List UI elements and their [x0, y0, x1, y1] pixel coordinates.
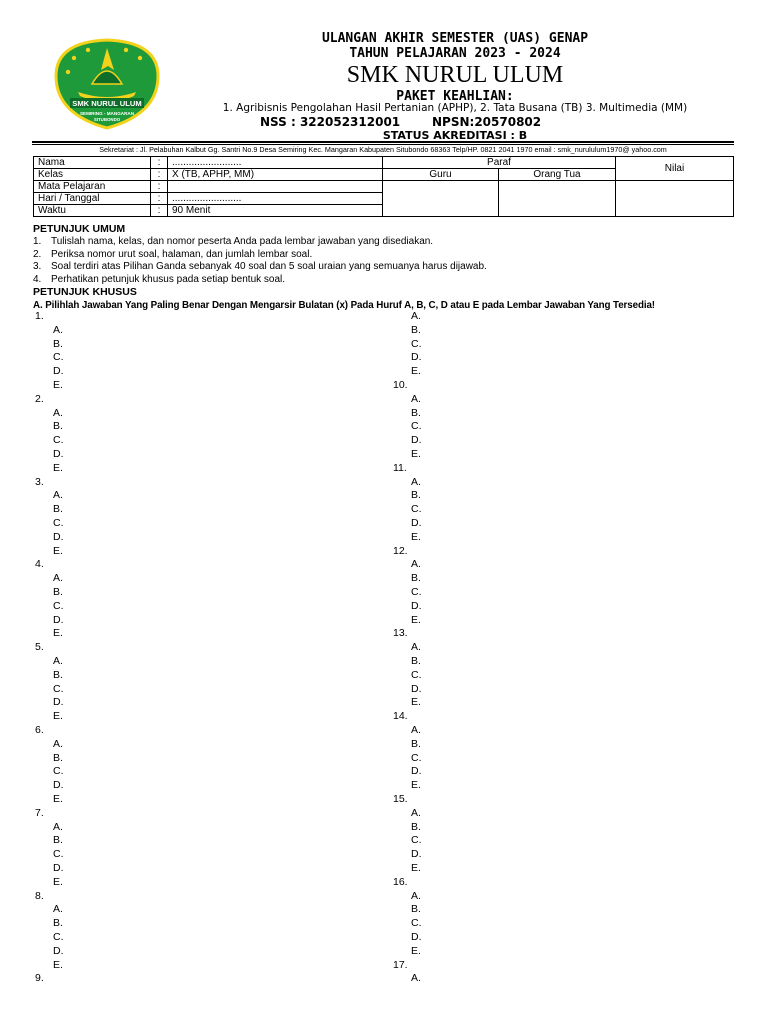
- answer-option: E.: [53, 793, 63, 805]
- question-number: 6.: [35, 724, 44, 736]
- answer-option: D.: [53, 613, 64, 626]
- answer-option: A.: [53, 323, 63, 336]
- guru-header: Guru: [383, 169, 499, 181]
- question-number: 9.: [35, 972, 44, 985]
- question-number: 1.: [35, 310, 44, 322]
- answer-option: C.: [53, 434, 64, 447]
- answer-option: E.: [53, 710, 63, 723]
- guru-signature-box[interactable]: [383, 181, 499, 217]
- item-number: 1.: [33, 236, 42, 247]
- answer-option: C.: [411, 420, 422, 433]
- list-item: [33, 261, 487, 274]
- answer-option: D.: [53, 862, 64, 874]
- question-number: 2.: [35, 392, 44, 405]
- answer-option: C.: [53, 599, 64, 612]
- answer-option: A.: [411, 392, 421, 405]
- answer-option: A.: [411, 724, 421, 736]
- answer-option: E.: [411, 696, 421, 709]
- answer-option: E.: [411, 779, 421, 792]
- answer-option: E.: [53, 461, 63, 474]
- answer-option: D.: [411, 682, 422, 695]
- accreditation-status: STATUS AKREDITASI : B: [382, 129, 528, 142]
- answer-option: E.: [53, 544, 63, 557]
- special-instruction-text: A. Pilihlah Jawaban Yang Paling Benar Dengan Mengarsir Bulatan (x) Pada Huruf A, B, C, D atau E pada Lembar Jawaban Yang Tersedia!: [33, 300, 655, 311]
- general-instructions-list: [33, 236, 487, 286]
- mata-pelajaran-field[interactable]: [168, 181, 383, 193]
- question-number: 10.: [393, 379, 408, 391]
- answer-option: B.: [411, 572, 421, 585]
- answer-option: B.: [53, 668, 63, 681]
- answer-option: A.: [53, 737, 63, 750]
- logo-sub1: SEMIRING - MANGARAN: [79, 111, 135, 116]
- answer-option: B.: [53, 751, 63, 764]
- separator: :: [151, 205, 168, 217]
- academic-year: TAHUN PELAJARAN 2023 - 2024: [349, 46, 561, 61]
- answer-option: C.: [53, 351, 64, 364]
- answer-option: D.: [411, 848, 422, 861]
- answer-option: C.: [53, 517, 64, 529]
- item-text: Perhatikan petunjuk khusus pada setiap bentuk soal.: [51, 273, 286, 285]
- answer-option: D.: [53, 365, 64, 378]
- answer-option: C.: [411, 917, 422, 930]
- answer-option: D.: [53, 448, 64, 460]
- answer-option: E.: [411, 530, 421, 543]
- item-text: Tulislah nama, kelas, dan nomor peserta Anda pada lembar jawaban yang disediakan.: [51, 236, 434, 247]
- answer-option: E.: [53, 627, 63, 640]
- logo-name: SMK NURUL ULUM: [72, 99, 142, 108]
- answer-option: E.: [411, 613, 421, 626]
- answer-option: A.: [53, 655, 63, 667]
- answer-option: E.: [53, 379, 63, 391]
- answer-option: B.: [411, 489, 421, 502]
- answer-option: A.: [53, 489, 63, 502]
- answer-option: B.: [53, 586, 63, 598]
- nss-number: NSS : 322052312001: [260, 115, 401, 129]
- answer-option: D.: [411, 434, 422, 447]
- answer-option: A.: [53, 406, 63, 419]
- answer-option: A.: [411, 806, 421, 819]
- separator: :: [151, 193, 168, 205]
- item-number: 4.: [33, 273, 42, 285]
- answer-option: B.: [53, 917, 63, 930]
- school-address: Sekretariat : Jl. Pelabuhan Kalbut Gg. Santri No.9 Desa Semiring Kec. Mangaran Kabupaten Situbondo 68363 Telp/HP. 0821 2041 1970 email : smk_nurululum1970@ yahoo.com: [99, 145, 667, 154]
- waktu-field: 90 Menit: [168, 205, 383, 217]
- answer-option: C.: [53, 682, 64, 695]
- question-number: 5.: [35, 641, 44, 654]
- answer-option: C.: [53, 931, 64, 943]
- answer-option: B.: [411, 737, 421, 750]
- general-instructions-title: PETUNJUK UMUM: [33, 223, 126, 235]
- list-item: [33, 274, 487, 287]
- student-identity-table: [33, 156, 734, 217]
- answer-option: A.: [53, 572, 63, 585]
- answer-option: E.: [411, 448, 421, 460]
- answer-option: B.: [411, 820, 421, 833]
- item-number: 3.: [33, 261, 42, 272]
- answer-option: D.: [53, 944, 64, 957]
- paket-keahlian-label: PAKET KEAHLIAN:: [396, 89, 514, 104]
- answer-option: D.: [411, 517, 422, 529]
- question-number: 11.: [393, 461, 407, 474]
- programs-list: 1. Agribisnis Pengolahan Hasil Pertanian (APHP), 2. Tata Busana (TB) 3. Multimedia (MM): [222, 102, 688, 114]
- answer-option: A.: [411, 475, 421, 488]
- answer-option: A.: [53, 820, 63, 833]
- paraf-header: Paraf: [383, 157, 616, 169]
- question-number: 15.: [393, 793, 408, 805]
- answer-option: B.: [53, 503, 63, 516]
- question-number: 3.: [35, 475, 44, 488]
- label-hari-tanggal: Hari / Tanggal: [34, 193, 151, 205]
- question-number: 8.: [35, 889, 44, 902]
- list-item: [33, 236, 487, 249]
- item-text: Periksa nomor urut soal, halaman, dan jumlah lembar soal.: [51, 248, 313, 260]
- label-kelas: Kelas: [34, 169, 151, 181]
- answer-option: B.: [411, 406, 421, 419]
- answer-option: C.: [411, 751, 422, 764]
- answer-option: C.: [411, 834, 422, 847]
- answer-option: D.: [53, 779, 64, 792]
- question-number: 12.: [393, 544, 408, 557]
- answer-option: E.: [53, 875, 63, 888]
- separator: :: [151, 157, 168, 169]
- answer-option: C.: [411, 668, 422, 681]
- answer-option: E.: [411, 365, 421, 378]
- question-number: 16.: [393, 875, 408, 888]
- answer-option: D.: [411, 599, 422, 612]
- answer-option: B.: [53, 420, 63, 433]
- hari-tanggal-field[interactable]: .........................: [168, 193, 383, 205]
- nilai-header: Nilai: [616, 157, 734, 181]
- answer-option: D.: [411, 351, 422, 364]
- npsn-number: NPSN:20570802: [432, 115, 542, 129]
- answer-option: D.: [411, 765, 422, 778]
- label-mata-pelajaran: Mata Pelajaran: [34, 181, 151, 193]
- label-nama: Nama: [34, 157, 151, 169]
- answer-option: C.: [53, 848, 64, 861]
- question-number: 14.: [393, 710, 408, 723]
- question-number: 4.: [35, 558, 44, 571]
- exam-title: ULANGAN AKHIR SEMESTER (UAS) GENAP: [321, 31, 589, 46]
- answer-option: D.: [53, 530, 64, 543]
- answer-option: C.: [411, 337, 422, 350]
- school-name: SMK NURUL ULUM: [346, 62, 564, 88]
- answer-option: D.: [53, 696, 64, 709]
- special-instructions-title: PETUNJUK KHUSUS: [33, 286, 137, 298]
- school-logo: [48, 36, 166, 132]
- kelas-field[interactable]: X (TB, APHP, MM): [168, 169, 383, 181]
- answer-option: B.: [411, 323, 421, 336]
- item-number: 2.: [33, 248, 42, 260]
- list-item: [33, 249, 487, 262]
- answer-option: E.: [411, 944, 421, 957]
- separator: :: [151, 169, 168, 181]
- answer-option: A.: [411, 558, 421, 571]
- answer-option: E.: [411, 862, 421, 874]
- logo-sub2: SITUBONDO: [93, 117, 121, 122]
- table-row: [34, 181, 734, 193]
- answer-option: A.: [411, 310, 421, 322]
- answer-option: A.: [411, 972, 421, 985]
- answer-option: B.: [411, 903, 421, 916]
- answer-option: C.: [411, 503, 422, 516]
- answer-option: C.: [411, 586, 422, 598]
- question-number: 13.: [393, 627, 408, 640]
- answer-option: B.: [53, 337, 63, 350]
- question-number: 7.: [35, 806, 44, 819]
- answer-option: A.: [411, 641, 421, 654]
- table-row: [34, 157, 734, 169]
- answer-option: D.: [411, 931, 422, 943]
- nama-field[interactable]: .........................: [168, 157, 383, 169]
- nilai-box[interactable]: [616, 181, 734, 217]
- label-waktu: Waktu: [34, 205, 151, 217]
- answer-option: A.: [411, 889, 421, 902]
- answer-option: B.: [53, 834, 63, 847]
- item-text: Soal terdiri atas Pilihan Ganda sebanyak 40 soal dan 5 soal uraian yang semuanya harus dijawab.: [51, 261, 487, 272]
- answer-option: E.: [53, 958, 63, 971]
- orang-tua-signature-box[interactable]: [499, 181, 616, 217]
- orang-tua-header: Orang Tua: [499, 169, 616, 181]
- header-divider: [32, 141, 734, 143]
- answer-option: C.: [53, 765, 64, 778]
- separator: :: [151, 181, 168, 193]
- answer-option: B.: [411, 655, 421, 667]
- question-number: 17.: [393, 958, 408, 971]
- answer-option: A.: [53, 903, 63, 916]
